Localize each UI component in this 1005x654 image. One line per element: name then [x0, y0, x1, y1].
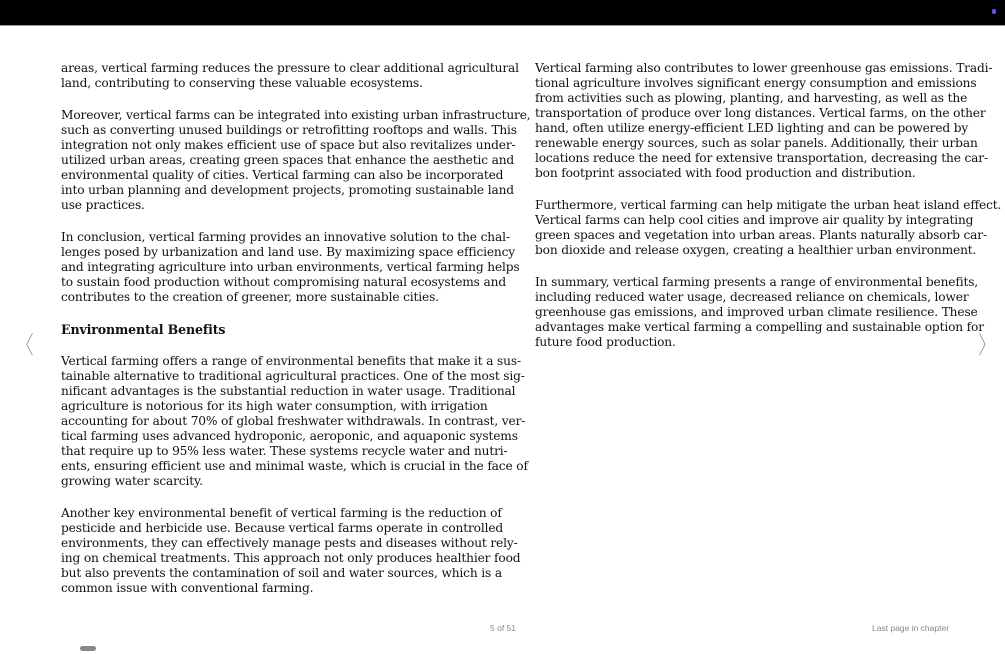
chevron-left-icon[interactable]: 〈 [18, 331, 34, 359]
paragraph [535, 61, 993, 181]
text-line: growing water scarcity. [61, 474, 203, 488]
text-line: integration not only makes efficient use of space but also revitalizes under- [61, 138, 516, 152]
text-line: green spaces and vegetation into urban areas. Plants naturally absorb car- [535, 228, 987, 242]
text-line: areas, vertical farming reduces the pressure to clear additional agricultural [61, 61, 519, 75]
text-line: locations reduce the need for extensive transportation, decreasing the car- [535, 151, 988, 165]
text-line: land, contributing to conserving these valuable ecosystems. [61, 76, 423, 90]
text-line: In conclusion, vertical farming provides an innovative solution to the chal- [61, 230, 510, 244]
text-line: advantages make vertical farming a compelling and sustainable option for [535, 320, 984, 334]
text-line: into urban planning and development projects, promoting sustainable land [61, 183, 514, 197]
text-line: including reduced water usage, decreased reliance on chemicals, lower [535, 290, 969, 304]
text-line: that require up to 95% less water. These systems recycle water and nutri- [61, 444, 508, 458]
text-line: bon footprint associated with food production and distribution. [535, 166, 916, 180]
paragraph [61, 354, 528, 489]
text-line: environmental quality of cities. Vertical farming can also be incorporated [61, 168, 504, 182]
text-line: lenges posed by urbanization and land use. By maximizing space efficiency [61, 245, 516, 259]
text-line: greenhouse gas emissions, and improved urban climate resilience. These [535, 305, 978, 319]
chevron-right-icon[interactable]: 〉 [978, 331, 994, 359]
section-heading [61, 322, 481, 337]
text-line: common issue with conventional farming. [61, 581, 314, 595]
top-bar [0, 0, 1005, 26]
chapter-status: Last page in chapter [872, 623, 950, 633]
text-line: Environmental Benefits [61, 322, 226, 337]
text-line: hand, often utilize energy-efficient LED lighting and can be powered by [535, 121, 969, 135]
text-line: use practices. [61, 198, 145, 212]
text-line: Moreover, vertical farms can be integrated into existing urban infrastructure, [61, 108, 531, 122]
text-line: utilized urban areas, creating green spaces that enhance the aesthetic and [61, 153, 515, 167]
text-line: Vertical farming offers a range of environmental benefits that make it a sus- [61, 354, 521, 368]
text-line: future food production. [535, 335, 676, 349]
status-dot-icon [992, 9, 996, 14]
text-line: environments, they can effectively manage pests and diseases without rely- [61, 536, 518, 550]
text-line: Vertical farming also contributes to lower greenhouse gas emissions. Tradi- [535, 61, 993, 75]
paragraph [61, 108, 531, 213]
paragraph [535, 198, 1002, 258]
text-line: transportation of produce over long distances. Vertical farms, on the other [535, 106, 986, 120]
text-line: to sustain food production without compromising natural ecosystems and [61, 275, 506, 289]
text-line: tical farming uses advanced hydroponic, aeroponic, and aquaponic systems [61, 429, 518, 443]
text-line: contributes to the creation of greener, more sustainable cities. [61, 290, 439, 304]
text-line: but also prevents the contamination of soil and water sources, which is a [61, 566, 502, 580]
paragraph [61, 61, 519, 91]
text-line: nificant advantages is the substantial reduction in water usage. Traditional [61, 384, 516, 398]
text-line: In summary, vertical farming presents a range of environmental benefits, [535, 275, 979, 289]
text-line: from activities such as plowing, planting, and harvesting, as well as the [535, 91, 968, 105]
text-line: accounting for about 70% of global freshwater withdrawals. In contrast, ver- [61, 414, 526, 428]
paragraph [61, 230, 520, 305]
text-line: tainable alternative to traditional agricultural practices. One of the most sig- [61, 369, 525, 383]
right-page [535, 61, 1002, 367]
text-line: Vertical farms can help cool cities and improve air quality by integrating [535, 213, 974, 227]
text-line: agriculture is notorious for its high water consumption, with irrigation [61, 399, 488, 413]
text-line: such as converting unused buildings or retrofitting rooftops and walls. This [61, 123, 517, 137]
page-indicator: 5 of 51 [490, 623, 516, 633]
left-page [61, 61, 531, 613]
text-line: Furthermore, vertical farming can help mitigate the urban heat island effect. [535, 198, 1002, 212]
text-line: ents, ensuring efficient use and minimal waste, which is crucial in the face of [61, 459, 528, 473]
text-line: pesticide and herbicide use. Because vertical farms operate in controlled [61, 521, 504, 535]
paragraph [535, 275, 984, 350]
text-line: ing on chemical treatments. This approach not only produces healthier food [61, 551, 521, 565]
text-line: renewable energy sources, such as solar panels. Additionally, their urban [535, 136, 978, 150]
paragraph [61, 506, 521, 596]
text-line: Another key environmental benefit of vertical farming is the reduction of [61, 506, 502, 520]
page-scrubber-handle[interactable] [80, 646, 96, 651]
text-line: tional agriculture involves significant energy consumption and emissions [535, 76, 977, 90]
text-line: and integrating agriculture into urban environments, vertical farming helps [61, 260, 520, 274]
text-line: bon dioxide and release oxygen, creating a healthier urban environment. [535, 243, 977, 257]
